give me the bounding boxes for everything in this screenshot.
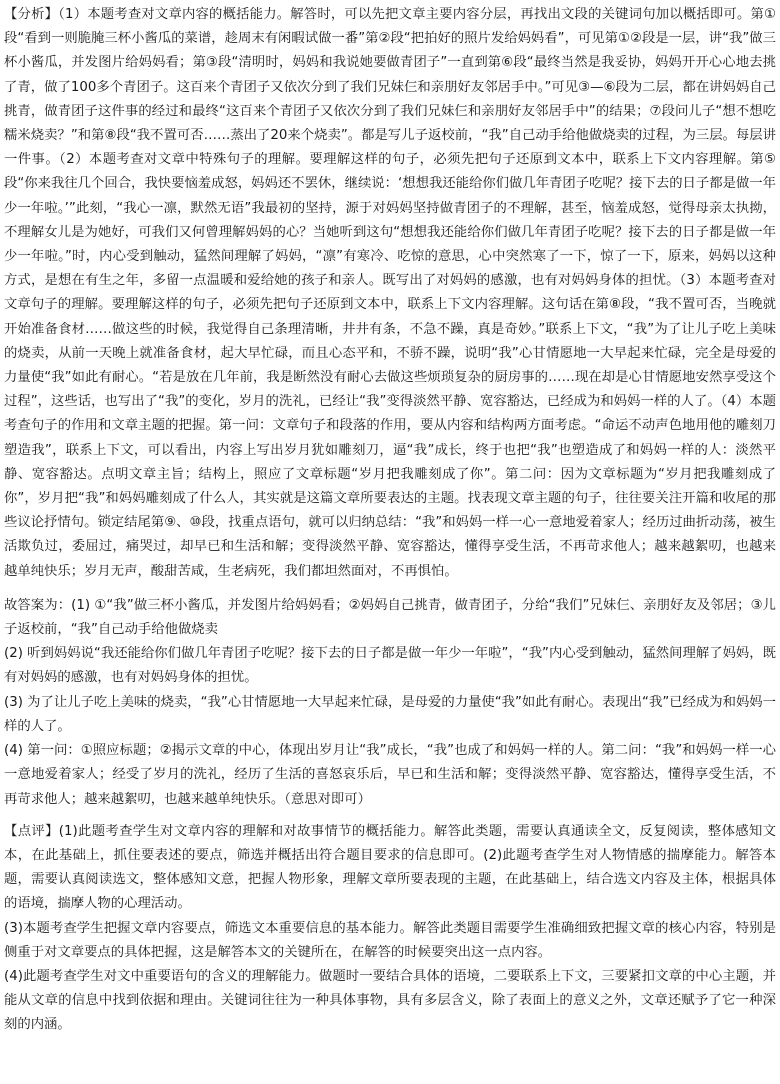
comment-block (4, 820, 776, 1038)
comment-4: (4)此题考查学生对文中重要语句的含义的理解能力。做题时一要结合具体的语境，二要联系上下文，三要紧扣文章的中心主题，并能从文章的信息中找到依据和理由。关键词往往为一种具体事物，具有多层含义，除了表面上的意义之外，文章还赋予了它一种深刻的内涵。 (4, 968, 776, 1033)
answer-3: (3) 为了让儿子吃上美味的烧卖，“我”心甘情愿地一大早起来忙碌，是母爱的力量使“我”如此有耐心。表现出“我”已经成为和妈妈一样的人了。 (4, 694, 776, 734)
answer-intro: 故答案为：(1) ①“我”做三杯小酱瓜，并发图片给妈妈看；②妈妈自己挑青，做青团子，分给“我们”兄妹仨、亲朋好友及邻居；③儿子返校前，“我”自己动手给他做烧卖 (4, 597, 776, 638)
analysis-paragraph: 【分析】（1）本题考查对文章内容的概括能力。解答时，可以先把文章主要内容分层，再找出文段的关键词句加以概括即可。第①段“看到一则脆腌三杯小酱瓜的菜谱，趁周末有闲暇试做一番”第②段“把拍好的照片发给妈妈看”，可见第①②段是一层，讲“我”做三杯小酱瓜，并发图片给妈妈看；第③段“清明时，妈妈和我说她要做青团子”一直到第⑥段“最终当然是我妥协，妈妈开开心心地去挑了青，做了100多个青团子。这百来个青团子又依次分到了我们兄妹仨和亲朋好友邻居手中。”可见③—⑥段为二层，都在讲妈妈自己挑青，做青团子这件事的经过和最终“这百来个青团子又依次分到了我们兄妹仨和亲朋好友邻居手中”的结果；⑦段问儿子“想不想吃糯米烧卖？”和第⑧段“我不置可否……蒸出了20来个烧卖”。都是写儿子返校前，“我”自己动手给他做烧卖的过程，为三层。每层讲一件事。（2）本题考查对文章中特殊句子的理解。要理解这样的句子，必须先把句子还原到文本中，联系上下文内容理解。第⑤段“你来我往几个回合，我快要恼羞成怒，妈妈还不罢休，继续说：‘想想我还能给你们做几年青团子吃呢？接下去的日子都是做一年少一年啦。’”此刻，“我心一凛，默然无语”我最初的坚持，源于对妈妈坚持做青团子的不理解，甚至，恼羞成怒，觉得母亲太执拗，不理解女儿是为她好，可我们又何曾理解妈妈的心？当她听到这句“想想我还能给你们做几年青团子吃呢？接下去的日子都是做一年少一年啦。”时，内心受到触动，猛然间理解了妈妈，“凛”有寒冷、吃惊的意思，心中突然寒了一下，惊了一下，原来，妈妈以这种方式，是想在有生之年，多留一点温暖和爱给她的孩子和亲人。既写出了对妈妈的感激，也有对妈妈身体的担忧。（3）本题考查对文章句子的理解。要理解这样的句子，必须先把句子还原到文本中，联系上下文内容理解。这句话在第⑧段，“我不置可否，当晚就开始准备食材……做这些的时候，我觉得自己条理清晰，井井有条，不急不躁，真是奇妙。”联系上下文，“我”为了让儿子吃上美味的烧卖，从前一天晚上就准备食材，起大早忙碌，而且心态平和，不骄不躁，说明“我”心甘情愿地一大早起来忙碌，完全是母爱的力量使“我”如此有耐心。“若是放在几年前，我是断然没有耐心去做这些烦琐复杂的厨房事的……现在却是心甘情愿地安然享受这个过程”，这些话，也写出了“我”的变化，岁月的洗礼，已经让“我”变得淡然平静、宽容豁达，已经成为和妈妈一样的人了。（4）本题考查句子的作用和文章主题的把握。第一问：文章句子和段落的作用，要从内容和结构两方面考虑。“命运不动声色地用他的雕刻刀塑造我”，联系上下文，可以看出，内容上写出岁月犹如雕刻刀，逼“我”成长，终于也把“我”也塑造成了和妈妈一样的人：淡然平静、宽容豁达。点明文章主旨；结构上，照应了文章标题“岁月把我雕刻成了你”。第二问：因为文章标题为“岁月把我雕刻成了你”，岁月把“我”和妈妈雕刻成了什么人，其实就是这篇文章所要表达的主题。找表现文章主题的句子，往往要关注开篇和收尾的那些议论抒情句。锁定结尾第⑨、⑩段，找重点语句，就可以归纳总结：“我”和妈妈一样一心一意地爱着家人；经历过曲折动荡，被生活欺负过，委屈过，痛哭过，却早已和生活和解；变得淡然平静、宽容豁达，懂得享受生活，不再苛求他人；越来越絮叨，也越来越单纯快乐；岁月无声，酸甜苦咸，生老病死，我们都坦然面对，不再惧怕。 (4, 7, 776, 579)
answer-2: (2) 听到妈妈说“我还能给你们做几年青团子吃呢？接下去的日子都是做一年少一年啦”，“我”内心受到触动，猛然间理解了妈妈，既有对妈妈的感激，也有对妈妈身体的担忧。 (4, 646, 776, 686)
answer-block (4, 594, 776, 812)
answer-4: (4) 第一问：①照应标题；②揭示文章的中心，体现出岁月让“我”成长，“我”也成了和妈妈一样的人。第二问：“我”和妈妈一样一心一意地爱着家人；经受了岁月的洗礼，经历了生活的喜怒哀乐后，早已和生活和解；变得淡然平静、宽容豁达，懂得享受生活，不再苛求他人；越来越絮叨，也越来越单纯快乐。（意思对即可） (4, 743, 776, 807)
comment-1-2: 【点评】(1)此题考查学生对文章内容的理解和对故事情节的概括能力。解答此类题，需要认真通读全文，反复阅读，整体感知文本，在此基础上，抓住要表述的要点，筛选并概括出符合题目要求的信息即可。(2)此题考查学生对人物情感的揣摩能力。解答本题，需要认真阅读选文，整体感知文意，把握人物形象，理解文章所要表现的主题，在此基础上，结合选文内容及主体，根据具体的语境，揣摩人物的心理活动。 (4, 823, 776, 912)
comment-3: (3)本题考查学生把握文章内容要点，筛选文本重要信息的基本能力。解答此类题目需要学生准确细致把握文章的核心内容，特别是侧重于对文章要点的具体把握，这是解答本文的关键所在，在解答的时候要突出这一点内容。 (4, 920, 776, 960)
